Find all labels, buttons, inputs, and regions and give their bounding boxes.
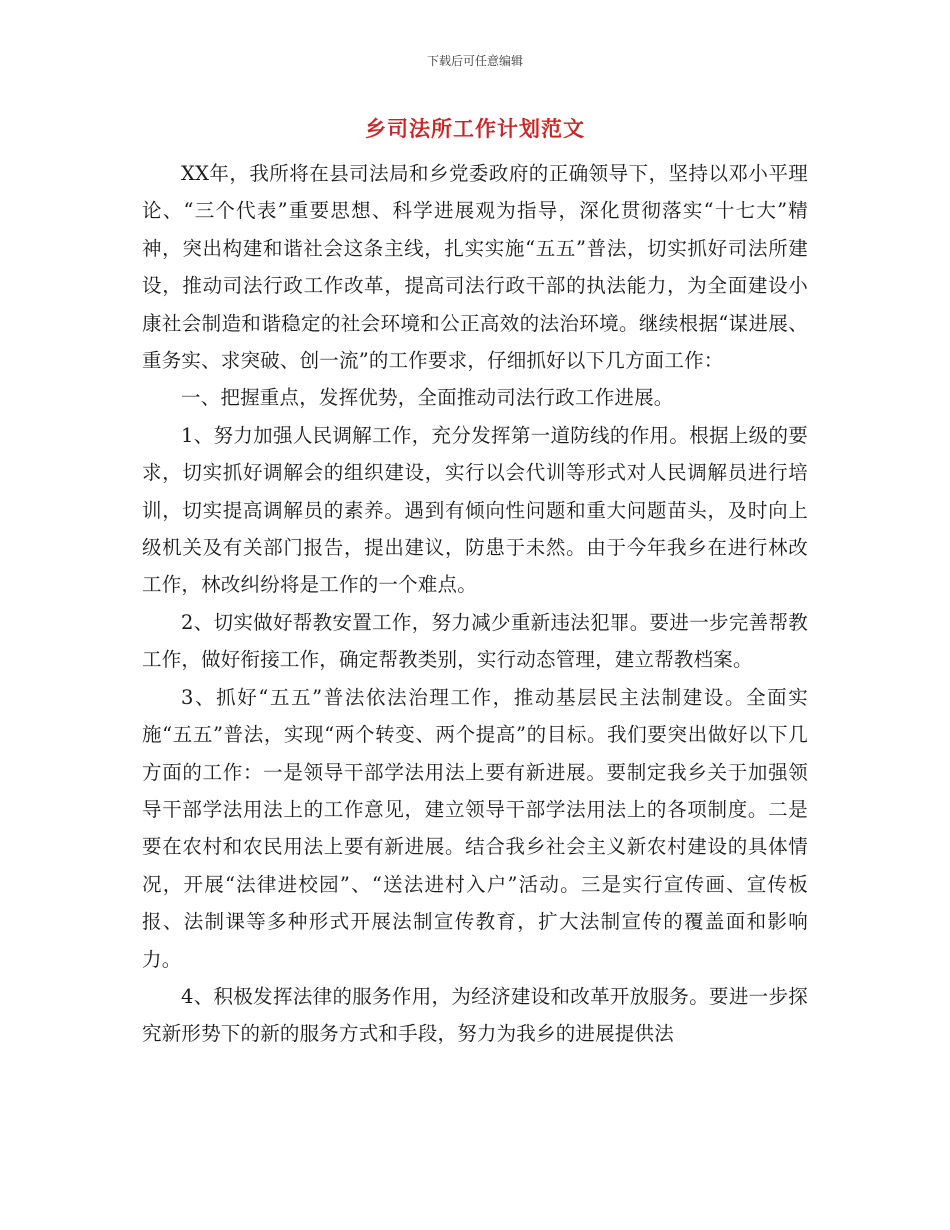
paragraph-intro: XX年，我所将在县司法局和乡党委政府的正确领导下，坚持以邓小平理论、“三个代表”重要思想、科学进展观为指导，深化贯彻落实“十七大”精神，突出构建和谐社会这条主线，扎实实施“五五”普法，切实抓好司法所建设，推动司法行政工作改革，提高司法行政干部的执法能力，为全面建设小康社会制造和谐稳定的社会环境和公正高效的法治环境。继续根据“谋进展、重务实、求突破、创一流”的工作要求，仔细抓好以下几方面工作： [142, 162, 808, 373]
document-body [142, 155, 808, 1053]
document-title: 乡司法所工作计划范文 [365, 117, 585, 141]
paragraph-item-3: 3、抓好“五五”普法依法治理工作，推动基层民主法制建设。全面实施“五五”普法，实现“两个转变、两个提高”的目标。我们要突出做好以下几方面的工作：一是领导干部学法用法上要有新进展。要制定我乡关于加强领导干部学法用法上的工作意见，建立领导干部学法用法上的各项制度。二是要在农村和农民用法上要有新进展。结合我乡社会主义新农村建设的具体情况，开展“法律进校园”、“送法进村入户”活动。三是实行宣传画、宣传板报、法制课等多种形式开展法制宣传教育，扩大法制宣传的覆盖面和影响力。 [142, 685, 808, 971]
paragraph-item-2: 2、切实做好帮教安置工作，努力减少重新违法犯罪。要进一步完善帮教工作，做好衔接工作，确定帮教类别，实行动态管理，建立帮教档案。 [142, 610, 808, 672]
paragraph-section-1: 一、把握重点，发挥优势，全面推动司法行政工作进展。 [181, 386, 674, 410]
paragraph-item-4: 4、积极发挥法律的服务作用，为经济建设和改革开放服务。要进一步探究新形势下的新的服务方式和手段，努力为我乡的进展提供法 [142, 984, 808, 1046]
header-note: 下载后可任意编辑 [426, 54, 523, 68]
paragraph-item-1: 1、努力加强人民调解工作，充分发挥第一道防线的作用。根据上级的要求，切实抓好调解会的组织建设，实行以会代训等形式对人民调解员进行培训，切实提高调解员的素养。遇到有倾向性问题和重大问题苗头，及时向上级机关及有关部门报告，提出建议，防患于未然。由于今年我乡在进行林改工作，林改纠纷将是工作的一个难点。 [142, 423, 808, 597]
